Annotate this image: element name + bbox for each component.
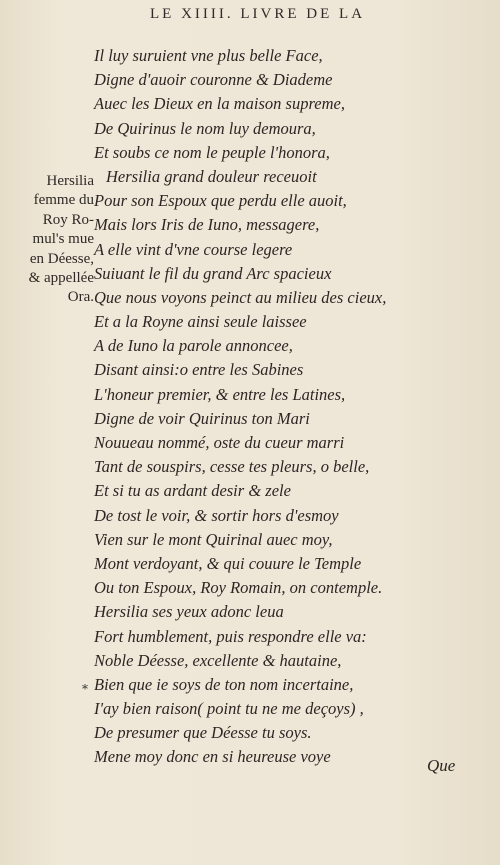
verse-line: Et si tu as ardant desir & zele <box>94 481 291 501</box>
verse-line: De presumer que Déesse tu soys. <box>94 723 312 743</box>
marginal-line: & appellée <box>28 270 94 287</box>
verse-line: Disant ainsi:o entre les Sabines <box>94 360 304 380</box>
marginal-line: mul's mue <box>32 231 94 248</box>
marginal-line: Roy Ro- <box>42 211 94 228</box>
catchword: Que <box>427 756 456 775</box>
verse-line: Vien sur le mont Quirinal auec moy, <box>94 529 333 549</box>
verse-line: I'ay bien raison( point tu ne me deçoys) , <box>94 699 364 719</box>
verse-line: Ou ton Espoux, Roy Romain, on contemple. <box>94 578 383 598</box>
verse-line: Mene moy donc en si heureuse voye <box>94 747 331 767</box>
verse-line: Auec les Dieux en la maison supreme, <box>94 94 345 114</box>
verse-line: Que nous voyons peinct au milieu des cieux, <box>94 287 387 307</box>
verse-line: Bien que ie soys de ton nom incertaine, <box>94 674 354 694</box>
verse-line: Tant de souspirs, cesse tes pleurs, o belle, <box>94 457 370 477</box>
verse-line: Il luy suruient vne plus belle Face, <box>94 46 323 65</box>
verse-line: Hersilia ses yeux adonc leua <box>94 602 284 622</box>
verse-line: De Quirinus le nom luy demoura, <box>94 118 316 138</box>
verse-line: Fort humblement, puis respondre elle va: <box>94 626 367 646</box>
marginal-mark: * <box>82 682 88 696</box>
verse-line: Et soubs ce nom le peuple l'honora, <box>94 142 330 162</box>
verse-line: De tost le voir, & sortir hors d'esmoy <box>94 505 339 525</box>
marginal-line: en Déesse, <box>29 250 94 267</box>
verse-line: A de Iuno la parole annoncee, <box>94 336 293 356</box>
verse-line: A elle vint d'vne course legere <box>94 239 293 259</box>
verse-line: Mais lors Iris de Iuno, messagere, <box>94 215 320 235</box>
verse-line: L'honeur premier, & entre les Latines, <box>94 384 346 404</box>
verse-line: Hersilia grand douleur receuoit <box>106 166 317 186</box>
verse-block <box>94 44 494 770</box>
verse-line: Pour son Espoux que perdu elle auoit, <box>94 191 347 211</box>
running-head: LE XIIII. LIVRE DE LA <box>150 6 366 22</box>
verse-line: Mont verdoyant, & qui couure le Temple <box>94 553 362 573</box>
verse-line: Digne de voir Quirinus ton Mari <box>94 408 310 428</box>
verse-line: Digne d'auoir couronne & Diademe <box>94 70 333 90</box>
marginal-line: Ora. <box>67 289 94 306</box>
marginal-line: Hersilia <box>46 173 94 189</box>
marginal-note <box>2 172 94 308</box>
marginal-line: femme du <box>33 192 94 209</box>
verse-line: Nouueau nommé, oste du cueur marri <box>94 433 345 452</box>
verse-line: Noble Déesse, excellente & hautaine, <box>94 650 342 670</box>
verse-line: Suiuant le fil du grand Arc spacieux <box>94 263 332 283</box>
verse-line: Et a la Royne ainsi seule laissee <box>94 312 307 332</box>
